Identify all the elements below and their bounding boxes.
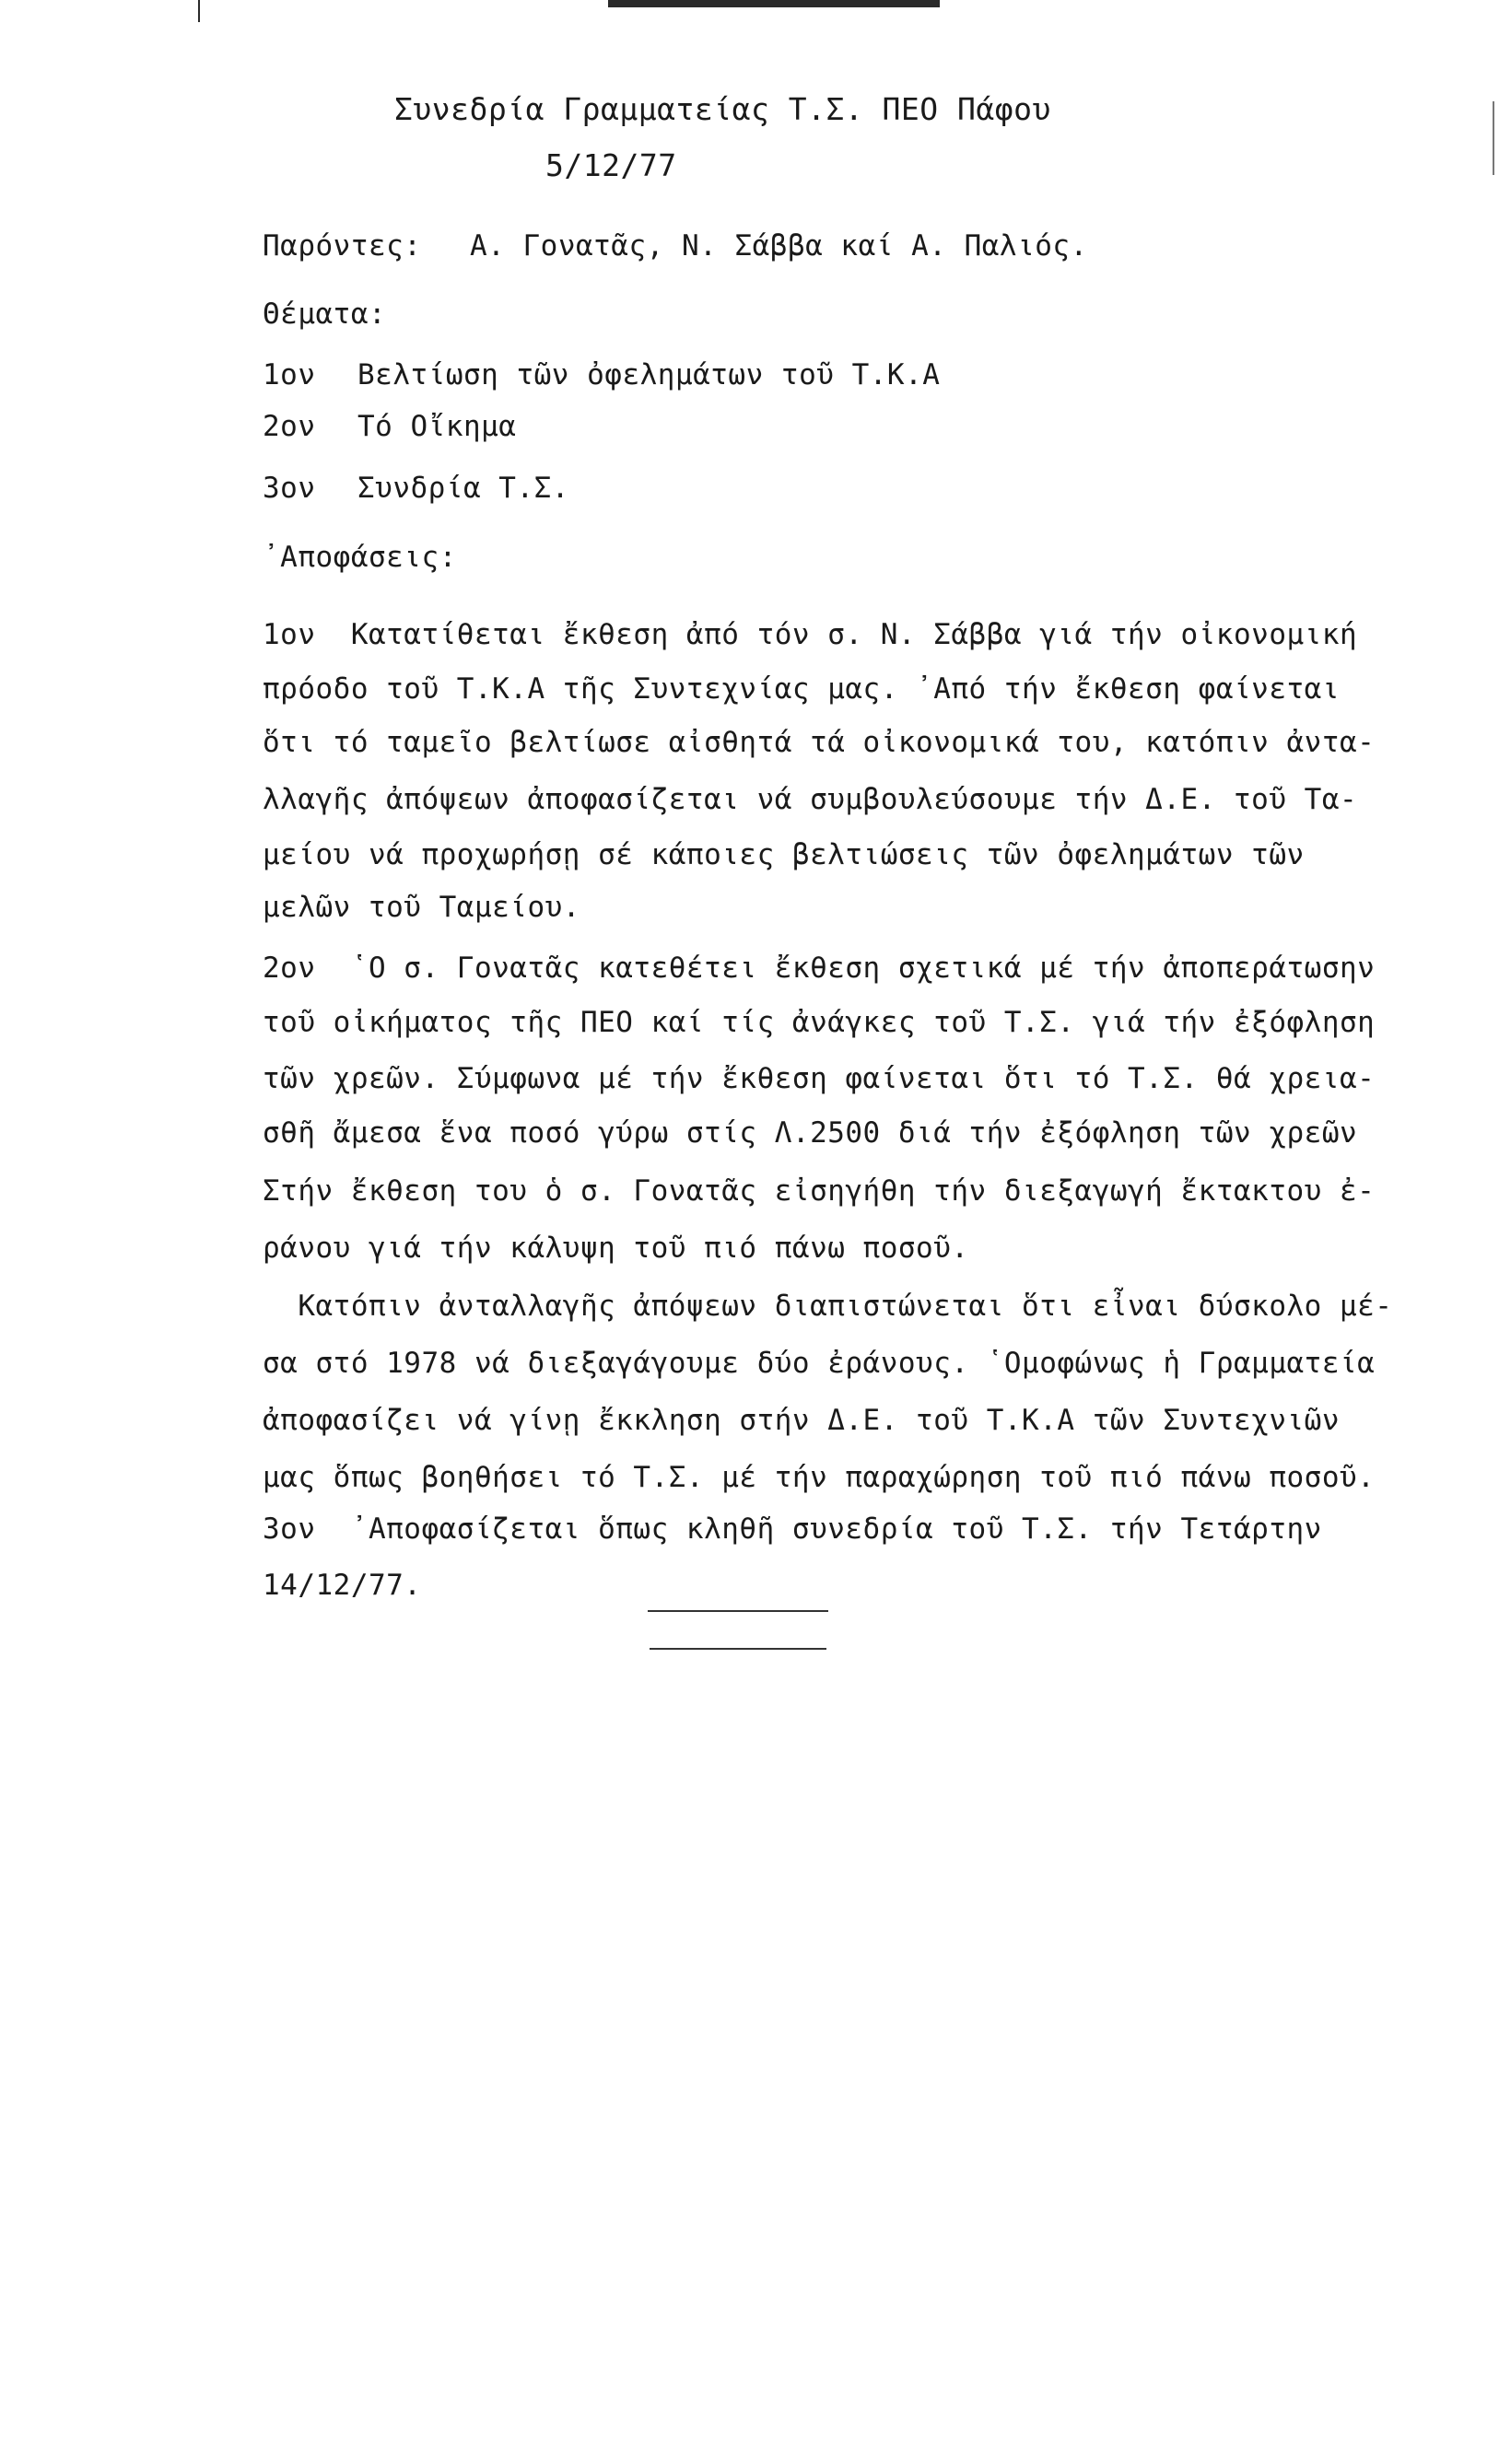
decision-line: πρόοδο τοῦ Τ.Κ.Α τῆς Συντεχνίας μας. ᾿Από τήν ἔκθεση φαίνεται: [263, 672, 1340, 706]
decision-line: μελῶν τοῦ Ταμείου.: [263, 891, 580, 924]
topics-label: Θέματα:: [263, 298, 387, 331]
decision-line: τῶν χρεῶν. Σύμφωνα μέ τήν ἔκθεση φαίνεται ὅτι τό Τ.Σ. θά χρεια-: [263, 1062, 1376, 1095]
scan-artifact-left: [198, 0, 200, 22]
present-label: Παρόντες:: [263, 229, 422, 263]
topic-text-2: Τό Οἴκημα: [357, 410, 517, 443]
decision-line: Κατόπιν ἀνταλλαγῆς ἀπόψεων διαπιστώνεται ὅτι εἶναι δύσκολο μέ-: [263, 1290, 1393, 1323]
decisions-label: ᾿Αποφάσεις:: [263, 541, 457, 574]
decision-line: ράνου γιά τήν κάλυψη τοῦ πιό πάνω ποσοῦ.: [263, 1232, 969, 1265]
decision-line: λλαγῆς ἀπόψεων ἀποφασίζεται νά συμβουλεύσουμε τήν Δ.Ε. τοῦ Τα-: [263, 783, 1358, 816]
document-title: Συνεδρία Γραμματείας Τ.Σ. ΠΕΟ Πάφου: [394, 91, 1051, 127]
decision-line: μας ὅπως βοηθήσει τό Τ.Σ. μέ τήν παραχώρηση τοῦ πιό πάνω ποσοῦ.: [263, 1461, 1376, 1494]
end-rule-upper: [648, 1610, 828, 1612]
decision-line: Στήν ἔκθεση του ὁ σ. Γονατᾶς εἰσηγήθη τήν διεξαγωγή ἔκτακτου ἐ-: [263, 1174, 1376, 1208]
end-rule-lower: [650, 1648, 826, 1650]
topic-number-2: 2ον: [263, 410, 316, 443]
decision-line: 1ον Κατατίθεται ἔκθεση ἀπό τόν σ. Ν. Σάββα γιά τήν οἰκονομική: [263, 618, 1358, 651]
decision-line: μείου νά προχωρήσῃ σέ κάποιες βελτιώσεις τῶν ὀφελημάτων τῶν: [263, 838, 1305, 871]
decision-line: 14/12/77.: [263, 1569, 422, 1602]
topic-number-3: 3ον: [263, 472, 316, 505]
document-date: 5/12/77: [545, 147, 677, 183]
present-names: Α. Γονατᾶς, Ν. Σάββα καί Α. Παλιός.: [470, 229, 1088, 263]
scan-artifact-top: [608, 0, 940, 7]
decision-line: τοῦ οἰκήματος τῆς ΠΕΟ καί τίς ἀνάγκες τοῦ Τ.Σ. γιά τήν ἐξόφληση: [263, 1006, 1376, 1039]
decision-line: σα στό 1978 νά διεξαγάγουμε δύο ἐράνους. ῾Ομοφώνως ἡ Γραμματεία: [263, 1347, 1376, 1380]
decision-line: ἀποφασίζει νά γίνῃ ἔκκληση στήν Δ.Ε. τοῦ Τ.Κ.Α τῶν Συντεχνιῶν: [263, 1404, 1340, 1437]
topic-text-3: Συνδρία Τ.Σ.: [357, 472, 569, 505]
decision-line: 3ον ᾿Αποφασίζεται ὅπως κληθῆ συνεδρία τοῦ Τ.Σ. τήν Τετάρτην: [263, 1512, 1322, 1546]
scan-artifact-right: [1493, 101, 1494, 175]
decision-line: 2ον ῾Ο σ. Γονατᾶς κατεθέτει ἔκθεση σχετικά μέ τήν ἀποπεράτωσην: [263, 952, 1376, 985]
topic-number-1: 1ον: [263, 358, 316, 391]
decision-line: σθῆ ἄμεσα ἕνα ποσό γύρω στίς Λ.2500 διά τήν ἐξόφληση τῶν χρεῶν: [263, 1116, 1358, 1150]
decision-line: ὅτι τό ταμεῖο βελτίωσε αἰσθητά τά οἰκονομικά του, κατόπιν ἀντα-: [263, 726, 1376, 759]
topic-text-1: Βελτίωση τῶν ὀφελημάτων τοῦ Τ.Κ.Α: [357, 358, 941, 391]
